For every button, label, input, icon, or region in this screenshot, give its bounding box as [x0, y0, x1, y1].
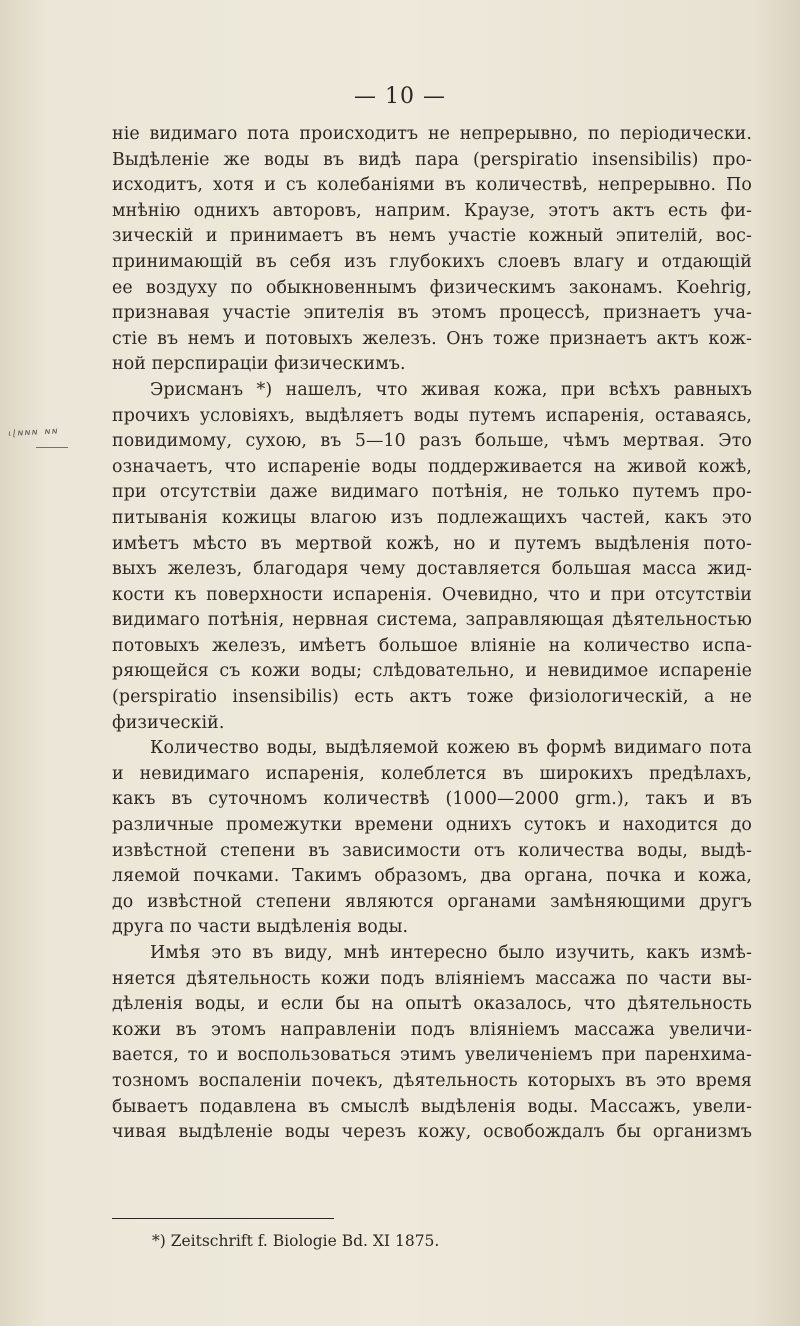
- text-line: исходитъ, хотя и съ колебаніями въ количествѣ, непрерывно. По: [112, 175, 752, 196]
- text-line: какъ въ суточномъ количествѣ (1000—2000 grm.), такъ и въ: [112, 789, 752, 810]
- text-line: Эрисманъ *) нашелъ, что живая кожа, при всѣхъ равныхъ: [150, 379, 752, 400]
- text-line: тозномъ воспаленіи почекъ, дѣятельность которыхъ въ это время: [112, 1070, 752, 1091]
- text-line: выхъ железъ, благодаря чему доставляется большая масса жид-: [112, 559, 752, 580]
- text-line: ее воздуху по обыкновеннымъ физическимъ законамъ. Koehrig,: [112, 277, 752, 298]
- text-line: бываетъ подавлена въ смыслѣ выдѣленія воды. Массажъ, увели-: [112, 1096, 752, 1117]
- text-line: до извѣстной степени являются органами замѣняющими другъ: [112, 891, 752, 912]
- margin-pencil-dash: [36, 447, 68, 448]
- text-line: мнѣнію однихъ авторовъ, наприм. Краузе, этотъ актъ есть фи-: [112, 200, 752, 221]
- text-line: физическій.: [112, 712, 225, 733]
- text-line: дѣленія воды, и если бы на опытѣ оказалось, что дѣятельность: [112, 994, 752, 1015]
- text-line: Выдѣленіе же воды въ видѣ пара (perspiratio insensibilis) про-: [112, 149, 752, 170]
- text-line: вается, то и воспользоваться этимъ увеличеніемъ при паренхима-: [112, 1045, 752, 1066]
- text-line: потовыхъ железъ, имѣетъ большое вліяніе на количество испа-: [112, 635, 752, 656]
- text-line: Количество воды, выдѣляемой кожею въ формѣ видимаго пота: [150, 738, 752, 759]
- text-line: питыванія кожицы влагою изъ подлежащихъ частей, какъ это: [112, 507, 752, 528]
- text-line: чивая выдѣленіе воды черезъ кожу, освобождалъ бы организмъ: [112, 1122, 752, 1143]
- text-line: няется дѣятельность кожи подъ вліяніемъ массажа по части вы-: [112, 968, 752, 989]
- text-line: (perspiratio insensibilis) есть актъ тоже физіологическій, а не: [112, 687, 752, 708]
- text-line: зическій и принимаетъ въ немъ участіе кожный эпителій, вос-: [112, 226, 752, 247]
- text-line: повидимому, сухою, въ 5—10 разъ больше, чѣмъ мертвая. Это: [112, 431, 752, 452]
- handwritten-margin-note: ᶥᶩᶰᶰᶰ ᶰᶰ: [7, 424, 60, 445]
- text-line: прочихъ условіяхъ, выдѣляетъ воды путемъ испаренія, оставаясь,: [112, 405, 752, 426]
- text-line: имѣетъ мѣсто въ мертвой кожѣ, но и путемъ выдѣленія пото-: [112, 533, 752, 554]
- footnote: *) Zeitschrift f. Biologie Bd. XI 1875.: [152, 1232, 440, 1250]
- text-line: друга по части выдѣленія воды.: [112, 917, 409, 938]
- text-line: ной перспираціи физическимъ.: [112, 354, 406, 375]
- text-line: кожи въ этомъ направленіи подъ вліяніемъ массажа увеличи-: [112, 1019, 752, 1040]
- text-line: кости къ поверхности испаренія. Очевидно, что и при отсутствіи: [112, 584, 752, 605]
- footnote-divider: [112, 1218, 334, 1219]
- text-line: Имѣя это въ виду, мнѣ интересно было изучить, какъ измѣ-: [150, 943, 752, 963]
- page-number: — 10 —: [354, 84, 446, 109]
- text-line: при отсутствіи даже видимаго потѣнія, не только путемъ про-: [112, 482, 752, 503]
- text-line: извѣстной степени въ зависимости отъ количества воды, выдѣ-: [112, 840, 752, 861]
- body-text: [112, 122, 752, 1146]
- text-line: ніе видимаго пота происходитъ не непрерывно, по періодически.: [112, 124, 752, 144]
- text-line: принимающій въ себя изъ глубокихъ слоевъ влагу и отдающій: [112, 251, 752, 272]
- text-line: стіе въ немъ и потовыхъ железъ. Онъ тоже признаетъ актъ кож-: [112, 328, 752, 349]
- text-line: видимаго потѣнія, нервная система, заправляющая дѣятельностью: [112, 610, 752, 631]
- text-line: означаетъ, что испареніе воды поддерживается на живой кожѣ,: [112, 456, 752, 477]
- text-line: ряющейся съ кожи воды; слѣдовательно, и невидимое испареніе: [112, 661, 752, 682]
- text-line: признавая участіе эпителія въ этомъ процессѣ, признаетъ уча-: [112, 303, 752, 324]
- text-line: ляемой почками. Такимъ образомъ, два органа, почка и кожа,: [112, 866, 752, 887]
- text-line: различные промежутки времени однихъ сутокъ и находится до: [112, 815, 752, 836]
- text-line: и невидимаго испаренія, колеблется въ широкихъ предѣлахъ,: [112, 763, 752, 784]
